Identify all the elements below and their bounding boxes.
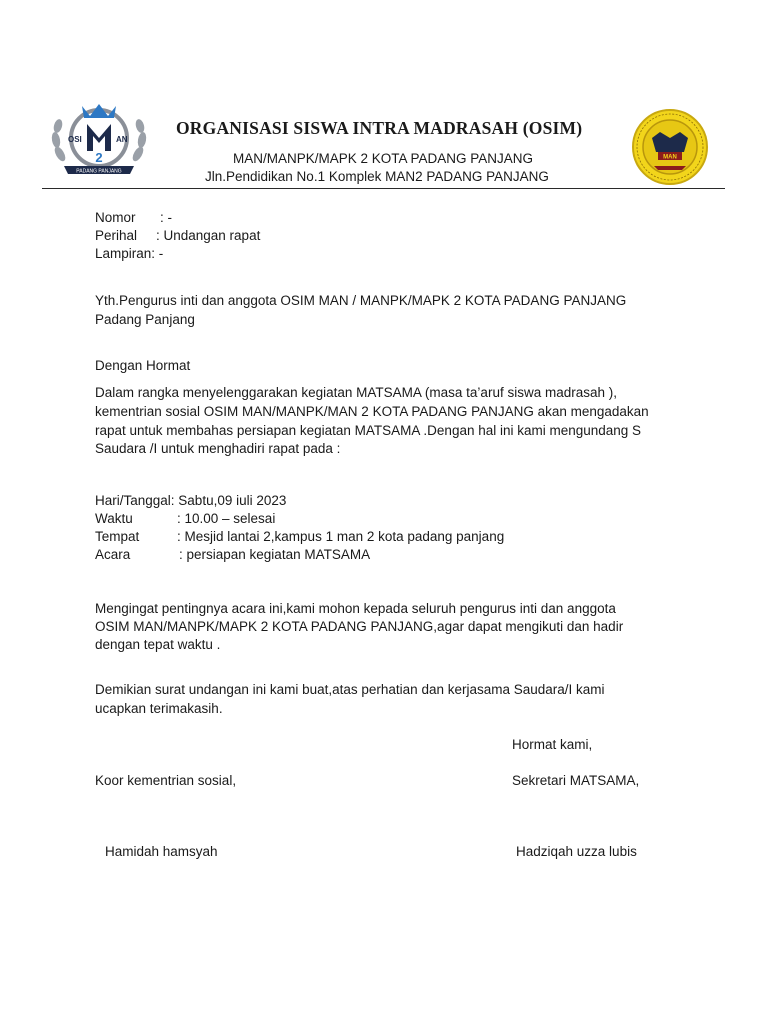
waktu-value: : 10.00 – selesai xyxy=(177,511,276,526)
school-address: Jln.Pendidikan No.1 Komplek MAN2 PADANG PANJANG xyxy=(205,169,549,184)
body1-line: Dalam rangka menyelenggarakan kegiatan MATSAMA (masa ta’aruf siswa madrasah ), xyxy=(95,385,617,400)
right-signer-name: Hadziqah uzza lubis xyxy=(516,844,637,859)
body2-line: OSIM MAN/MANPK/MAPK 2 KOTA PADANG PANJANG,agar dapat mengikuti dan hadir xyxy=(95,619,624,634)
left-signer-title: Koor kementrian sosial, xyxy=(95,773,237,788)
recipient-line-1: Yth.Pengurus inti dan anggota OSIM MAN / MANPK/MAPK 2 KOTA PADANG PANJANG xyxy=(95,293,627,308)
closing-line: ucapkan terimakasih. xyxy=(95,701,223,716)
tempat-label: Tempat xyxy=(95,529,140,544)
closing-line: Demikian surat undangan ini kami buat,atas perhatian dan kerjasama Saudara/I kami xyxy=(95,682,605,697)
svg-text:MAN: MAN xyxy=(663,154,677,161)
left-signer-name: Hamidah hamsyah xyxy=(105,844,218,859)
right-signer-title: Sekretari MATSAMA, xyxy=(512,773,640,788)
body1-line: kementrian sosial OSIM MAN/MANPK/MAN 2 KOTA PADANG PANJANG akan mengadakan xyxy=(95,404,649,419)
nomor-label: Nomor xyxy=(95,210,136,225)
perihal-value: : Undangan rapat xyxy=(156,228,261,243)
organization-title: ORGANISASI SISWA INTRA MADRASAH (OSIM) xyxy=(176,118,583,138)
school-name: MAN/MANPK/MAPK 2 KOTA PADANG PANJANG xyxy=(233,151,534,166)
tempat-value: : Mesjid lantai 2,kampus 1 man 2 kota padang panjang xyxy=(177,529,505,544)
logo-ribbon-text: PADANG PANJANG xyxy=(76,168,122,175)
body1-line: Saudara /I untuk menghadiri rapat pada : xyxy=(95,441,341,456)
acara-value: : persiapan kegiatan MATSAMA xyxy=(179,547,371,562)
acara-label: Acara xyxy=(95,547,131,562)
body1-line: rapat untuk membahas persiapan kegiatan MATSAMA .Dengan hal ini kami mengundang S xyxy=(95,423,642,438)
lampiran-line: Lampiran: - xyxy=(95,246,164,261)
recipient-line-2: Padang Panjang xyxy=(95,312,195,327)
svg-text:2: 2 xyxy=(95,150,103,165)
waktu-label: Waktu xyxy=(95,511,133,526)
nomor-value: : - xyxy=(160,210,172,225)
osim-logo-icon xyxy=(46,96,152,186)
hari-tanggal: Hari/Tanggal: Sabtu,09 iuli 2023 xyxy=(95,493,287,508)
man-seal-icon xyxy=(624,108,716,186)
header-divider xyxy=(42,188,725,189)
hormat-kami: Hormat kami, xyxy=(512,737,593,752)
body2-line: dengan tepat waktu . xyxy=(95,637,221,652)
body2-line: Mengingat pentingnya acara ini,kami mohon kepada seluruh pengurus inti dan anggota xyxy=(95,601,616,616)
perihal-label: Perihal xyxy=(95,228,138,243)
logo-text-left: OSI xyxy=(68,135,82,144)
logo-text-right: AN xyxy=(116,135,128,144)
greeting: Dengan Hormat xyxy=(95,358,191,373)
